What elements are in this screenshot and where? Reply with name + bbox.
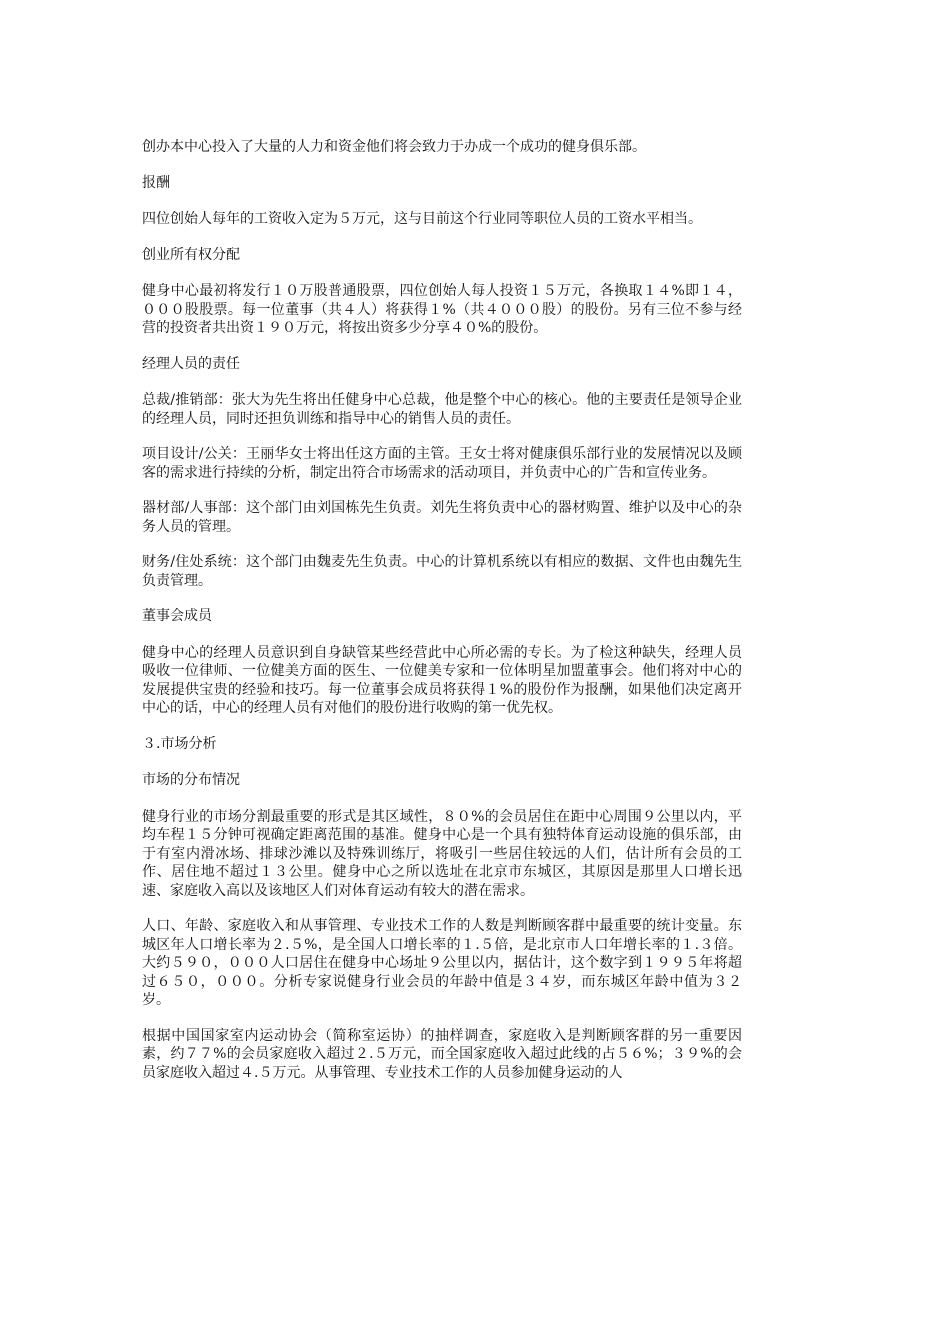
paragraph-demographics: 人口、年龄、家庭收入和从事管理、专业技术工作的人数是判断顾客群中最重要的统计变量。东城区年人口增长率为２.５%，是全国人口增长率的１.５倍，是北京市人口年增长率的１.３倍。大约５９０，０００人口居住在健身中心场址９公里以内，据估计，这个数字到１９９５年将超过６５０，０００。分析专家说健身行业会员的年龄中值是３４岁，而东城区年龄中值为３２岁。	[142, 918, 742, 1008]
heading-market-analysis: ３.市场分析	[142, 735, 217, 752]
paragraph-finance: 财务/住处系统：这个部门由魏麦先生负责。中心的计算机系统以有相应的数据、文件也由魏先生负责管理。	[142, 554, 742, 589]
heading-market-distribution: 市场的分布情况	[142, 772, 240, 788]
document-page	[142, 138, 742, 1099]
paragraph-equipment: 器材部/人事部：这个部门由刘国栋先生负责。刘先生将负责中心的器材购置、维护以及中心的杂务人员的管理。	[142, 500, 742, 535]
paragraph-income: 根据中国国家室内运动协会（简称室运协）的抽样调查，家庭收入是判断顾客群的另一重要因素，约７７%的会员家庭收入超过２.５万元，而全国家庭收入超过此线的占５６%；３９%的会员家庭收入超过４.５万元。从事管理、专业技术工作的人员参加健身运动的人	[142, 1027, 742, 1081]
paragraph-compensation: 四位创始人每年的工资收入定为５万元，这与目前这个行业同等职位人员的工资水平相当。	[142, 211, 702, 227]
paragraph-president: 总裁/推销部：张大为先生将出任健身中心总裁，他是整个中心的核心。他的主要责任是领导企业的经理人员，同时还担负训练和指导中心的销售人员的责任。	[142, 392, 742, 427]
paragraph-intro: 创办本中心投入了大量的人力和资金他们将会致力于办成一个成功的健身俱乐部。	[142, 139, 646, 155]
heading-ownership: 创业所有权分配	[142, 246, 240, 263]
paragraph-board: 健身中心的经理人员意识到自身缺管某些经营此中心所必需的专长。为了检这种缺失，经理人员吸收一位律师、一位健美方面的医生、一位健美专家和一位体明星加盟董事会。他们将对中心的发展提供宝贵的经验和技巧。每一位董事会成员将获得１%的股份作为报酬，如果他们决定离开中心的话，中心的经理人员有对他们的股份进行收购的第一优先权。	[142, 644, 742, 716]
heading-board: 董事会成员	[142, 608, 212, 624]
heading-compensation: 报酬	[142, 174, 170, 191]
heading-management: 经理人员的责任	[142, 355, 240, 372]
paragraph-ownership: 健身中心最初将发行１０万股普通股票，四位创始人每人投资１５万元，各换取１４%即１４，０００股股票。每一位董事（共４人）将获得１%（共４０００股）的股份。另有三位不参与经营的投资者共出资１９０万元，将按出资多少分享４０%的股份。	[142, 283, 742, 336]
paragraph-project-design: 项目设计/公关：王丽华女士将出任这方面的主管。王女士将对健康俱乐部行业的发展情况以及顾客的需求进行持续的分析，制定出符合市场需求的活动项目，并负责中心的广告和宣传业务。	[142, 446, 742, 481]
paragraph-market-region: 健身行业的市场分割最重要的形式是其区域性，８０%的会员居住在距中心周围９公里以内，平均车程１５分钟可视确定距离范围的基准。健身中心是一个具有独特体育运动设施的俱乐部，由于有室内滑冰场、排球沙滩以及特殊训练厅，将吸引一些居住较远的人们，估计所有会员的工作、居住地不超过１３公里。健身中心之所以选址在北京市东城区，其原因是那里人口增长迅速、家庭收入高以及该地区人们对体育运动有较大的潜在需求。	[142, 808, 742, 899]
